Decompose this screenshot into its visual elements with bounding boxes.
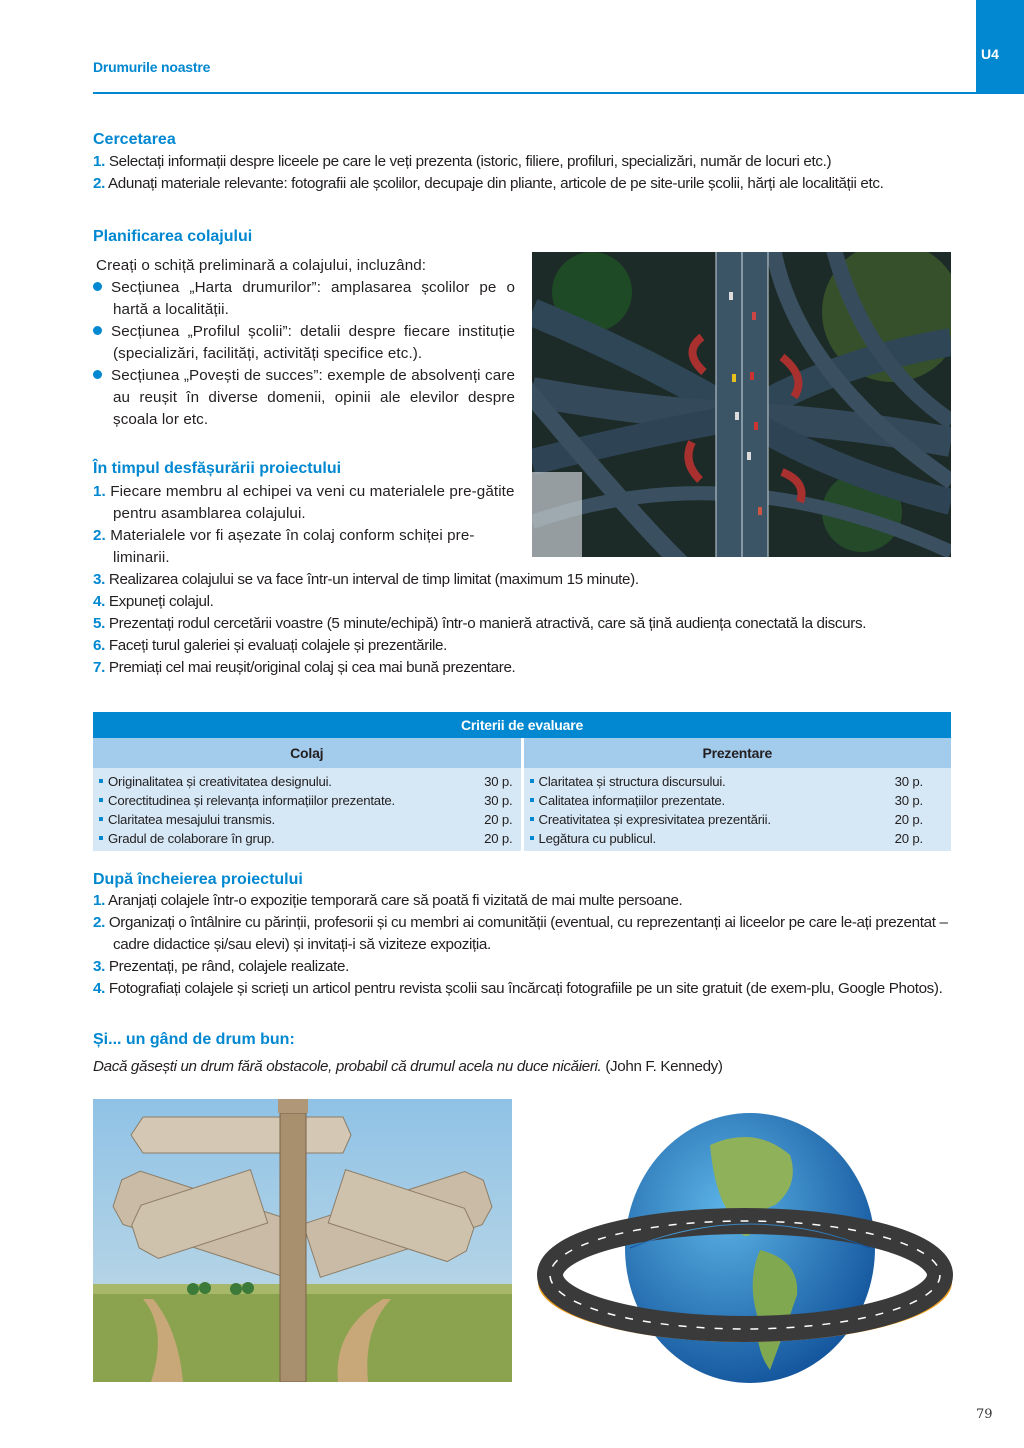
quote <box>93 1058 723 1075</box>
bullet-icon <box>93 326 102 335</box>
square-bullet-icon <box>99 836 103 840</box>
list-item: 1. Fiecare membru al echipei va veni cu materialele pre-gătite pentru asamblarea colajului. <box>93 483 515 522</box>
list-item: Secțiunea „Harta drumurilor”: amplasarea școlilor pe o hartă a localității. <box>93 277 515 321</box>
bullet-icon <box>93 370 102 379</box>
list-item: 4. Fotografiați colajele și scrieți un articol pentru revista școlii sau încărcați fotografiile pe un site gratuit (de exem-plu, Google Photos). <box>93 980 943 997</box>
unit-tab <box>976 0 1024 94</box>
table-row: Corectitudinea și relevanța informațiilor prezentate. 30 p. <box>99 791 513 810</box>
section-title-during: În timpul desfășurării proiectului <box>93 460 342 477</box>
square-bullet-icon <box>530 779 534 783</box>
section-title-research: Cercetarea <box>93 131 176 148</box>
list-item: Secțiunea „Povești de succes”: exemple de absolvenți care au reușit în diverse domenii, opinii ale elevilor despre școala lor etc. <box>93 365 515 431</box>
table-row: Claritatea mesajului transmis. 20 p. <box>99 810 513 829</box>
list-item: 3. Prezentați, pe rând, colajele realizate. <box>93 958 349 975</box>
header-rule <box>93 92 976 94</box>
highway-interchange-photo <box>532 252 951 557</box>
square-bullet-icon <box>99 817 103 821</box>
list-item: 7. Premiați cel mai reușit/original colaj și cea mai bună prezentare. <box>93 659 516 676</box>
planning-intro: Creați o schiță preliminară a colajului, incluzând: <box>96 257 427 274</box>
section-title-planning: Planificarea colajului <box>93 228 253 245</box>
bullet-icon <box>93 282 102 291</box>
quote-text: Dacă găsești un drum fără obstacole, probabil că drumul acela nu duce nicăieri. <box>93 1058 602 1075</box>
table-column-prezentare <box>524 738 952 851</box>
square-bullet-icon <box>530 836 534 840</box>
table-row: Legătura cu publicul. 20 p. <box>530 829 924 848</box>
section-title-after: După încheierea proiectului <box>93 871 303 888</box>
during-list-top <box>93 481 515 569</box>
table-title: Criterii de evaluare <box>93 712 951 738</box>
list-item: 6. Faceți turul galeriei și evaluați colajele și prezentările. <box>93 637 447 654</box>
globe-with-road-ring-photo <box>535 1100 955 1390</box>
square-bullet-icon <box>99 779 103 783</box>
table-column-colaj <box>93 738 524 851</box>
after-list <box>93 890 955 1000</box>
table-row: Creativitatea și expresivitatea prezentării. 20 p. <box>530 810 924 829</box>
column-header: Prezentare <box>524 738 952 768</box>
list-item: 3. Realizarea colajului se va face într-un interval de timp limitat (maximum 15 minute). <box>93 571 639 588</box>
table-row: Claritatea și structura discursului. 30 p. <box>530 772 924 791</box>
signpost-crossroads-photo <box>93 1099 512 1382</box>
list-item: 1. Aranjați colajele într-o expoziție temporară care să poată fi vizitată de mai multe persoane. <box>93 892 683 909</box>
square-bullet-icon <box>99 798 103 802</box>
list-item: 4. Expuneți colajul. <box>93 593 214 610</box>
list-item: 2. Adunați materiale relevante: fotografii ale școlilor, decupaje din pliante, articole de pe site-urile școlii, hărți ale localității etc. <box>93 175 884 192</box>
square-bullet-icon <box>530 798 534 802</box>
page-number: 79 <box>976 1407 993 1422</box>
list-item: 5. Prezentați rodul cercetării voastre (5 minute/echipă) într-o manieră atractivă, care să țină audiența conectată la discurs. <box>93 615 867 632</box>
quote-author: (John F. Kennedy) <box>605 1058 723 1075</box>
criteria-table <box>93 712 951 851</box>
column-header: Colaj <box>93 738 521 768</box>
list-item: 2. Materialele vor fi așezate în colaj conform schiței pre-liminarii. <box>93 527 475 566</box>
running-title: Drumurile noastre <box>93 59 211 75</box>
section-title-closing: Și... un gând de drum bun: <box>93 1031 295 1048</box>
list-item: 2. Organizați o întâlnire cu părinții, profesorii și cu membri ai comunității (eventual, cu reprezentanți ai liceelor pe care le-ați prezentat – cadre didactice și/sau elevi) și invitați-i să viziteze expoziția. <box>93 914 948 953</box>
research-list <box>93 151 955 195</box>
list-item: Secțiunea „Profilul școlii”: detalii despre fiecare instituție (specializări, facilități, activități specifice etc.). <box>93 321 515 365</box>
table-row: Gradul de colaborare în grup. 20 p. <box>99 829 513 848</box>
unit-label: U4 <box>981 46 999 62</box>
during-list-bottom <box>93 569 955 679</box>
planning-list <box>93 255 515 431</box>
table-row: Calitatea informațiilor prezentate. 30 p. <box>530 791 924 810</box>
table-row: Originalitatea și creativitatea designului. 30 p. <box>99 772 513 791</box>
list-item: 1. Selectați informații despre liceele pe care le veți prezenta (istoric, filiere, profiluri, specializări, număr de locuri etc.) <box>93 153 832 170</box>
square-bullet-icon <box>530 817 534 821</box>
